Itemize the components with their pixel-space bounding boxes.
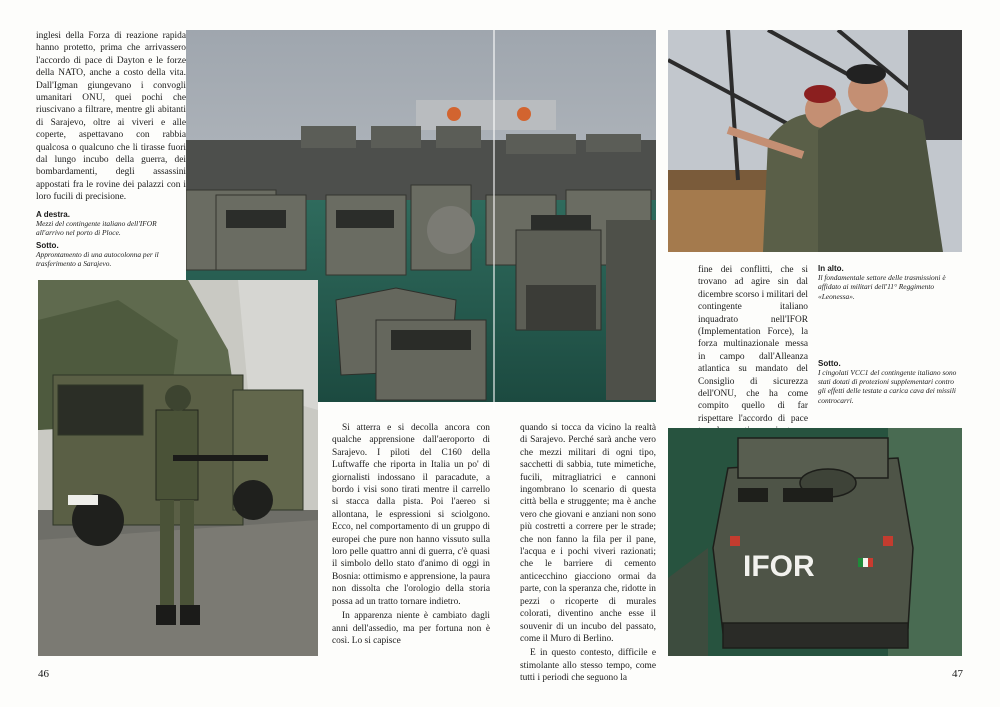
- caption-block-left: [36, 210, 184, 271]
- caption-head: Sotto.: [36, 240, 59, 250]
- page-gutter: [493, 30, 495, 410]
- caption-head: Sotto.: [818, 358, 841, 368]
- ifor-marking: IFOR: [743, 550, 815, 583]
- caption-text: Il fondamentale settore delle trasmissioni è affidato ai militari dell'11° Reggimento «Leonessa».: [818, 273, 946, 301]
- caption-block-right: [818, 264, 963, 408]
- page-number-left: 46: [38, 668, 49, 680]
- article-column-3: [520, 422, 656, 687]
- column-2-paragraph: Si atterra e si decolla ancora con qualche apprensione dall'aeroporto di Sarajevo. I piloti del C160 della Luftwaffe che riporta in Italia un po' di giornalisti indossano il paracadute, a bordo i visi sono tirati mentre il carrello si stacca dalla pista. Poi l'aereo si allontana, le espressioni si sciolgono. Ecco, nel comportamento di un gruppo di europei che pure non hanno vissuto sulla loro pelle quattro anni di guerra, c'è quasi il simbolo dello stato d'animo di oggi in Bosnia: ottimismo e apprensione, la paura non dissolta che l'orologio della storia possa ad un tratto tornare indietro.: [332, 423, 490, 607]
- convoy-illustration: [38, 280, 318, 656]
- caption-head: A destra.: [36, 210, 70, 219]
- vcc-illustration: [668, 428, 962, 656]
- photo-convoy-soldier: [38, 280, 318, 656]
- article-column-1: [36, 30, 186, 206]
- column-3-paragraph: E in questo contesto, difficile e stimolante allo stesso tempo, come tutti i periodi che seguono la: [520, 648, 656, 684]
- article-column-2: [332, 422, 490, 649]
- column-4-text: fine dei conflitti, che si trovano ad agire sin dal dicembre scorso i militari del contingente italiano inquadrato nell'IFOR (Implementation Force), la forza multinazionale messa in campo dall'Alleanza atlantica su mandato del Consiglio di sicurezza dell'ONU, che ha come compito quello di far rispettare l'accordo di pace: [698, 265, 808, 424]
- photo-vcc-ifor: [668, 428, 962, 656]
- photo-soldiers-antenna: [668, 30, 962, 252]
- page-number-right: 47: [952, 668, 963, 680]
- italian-flag-icon: [858, 558, 873, 567]
- caption-text: Approntamento di una autocolonna per il trasferimento a Sarajevo.: [36, 249, 159, 269]
- column-3-paragraph: quando si tocca da vicino la realtà di Sarajevo. Perché sarà anche vero che mezzi militari di ogni tipo, sacchetti di sabbia, tute mimetiche, fucili, mitragliatrici e cannoni ingombrano lo scenario di questa città bella e struggente; ma è anche vero che giovani e anziani non sono più costretti a correre per le strade; che non fanno la fila per il pane, l'acqua e i pochi viveri razionati; che le barriere di cemento anticecchino giacciono ormai da parte, con la speranza che, ridotte in pezzi o ricoperte di murales colorati, diventino anche esse il souvenir di un incubo del passato, come il Muro di Berlino.: [520, 423, 656, 644]
- caption-head: In alto.: [818, 264, 844, 273]
- caption-text: Mezzi del contingente italiano dell'IFOR all'arrivo nel porto di Ploce.: [36, 219, 157, 238]
- column-1-text: inglesi della Forza di reazione rapida hanno protetto, prima che arrivassero l'accordo di pace di Dayton e le forze della NATO, anche a costo della vita. Dall'Igman giungevano i convogli umanitari ONU, quei pochi che riuscivano a filtrare, mentre gli abitanti di Sarajevo, oltre ai viveri e alle coperte, aspettavano con rabbia qualcosa o qualcuno che li tirasse fuori dal lungo incubo della guerra, dei bombardamenti, degli assassini appostati fra le rovine dei palazzi con i loro fucili di precisione.: [36, 31, 186, 203]
- caption-text: I cingolati VCC1 del contingente italiano sono stati dotati di protezioni supplementari contro gli effetti delle testate a carica cava dei missili controcarri.: [818, 368, 957, 405]
- column-2-paragraph: In apparenza niente è cambiato dagli anni dell'assedio, ma per fortuna non è così. Lo si capisce: [332, 611, 490, 646]
- antenna-illustration: [668, 30, 962, 252]
